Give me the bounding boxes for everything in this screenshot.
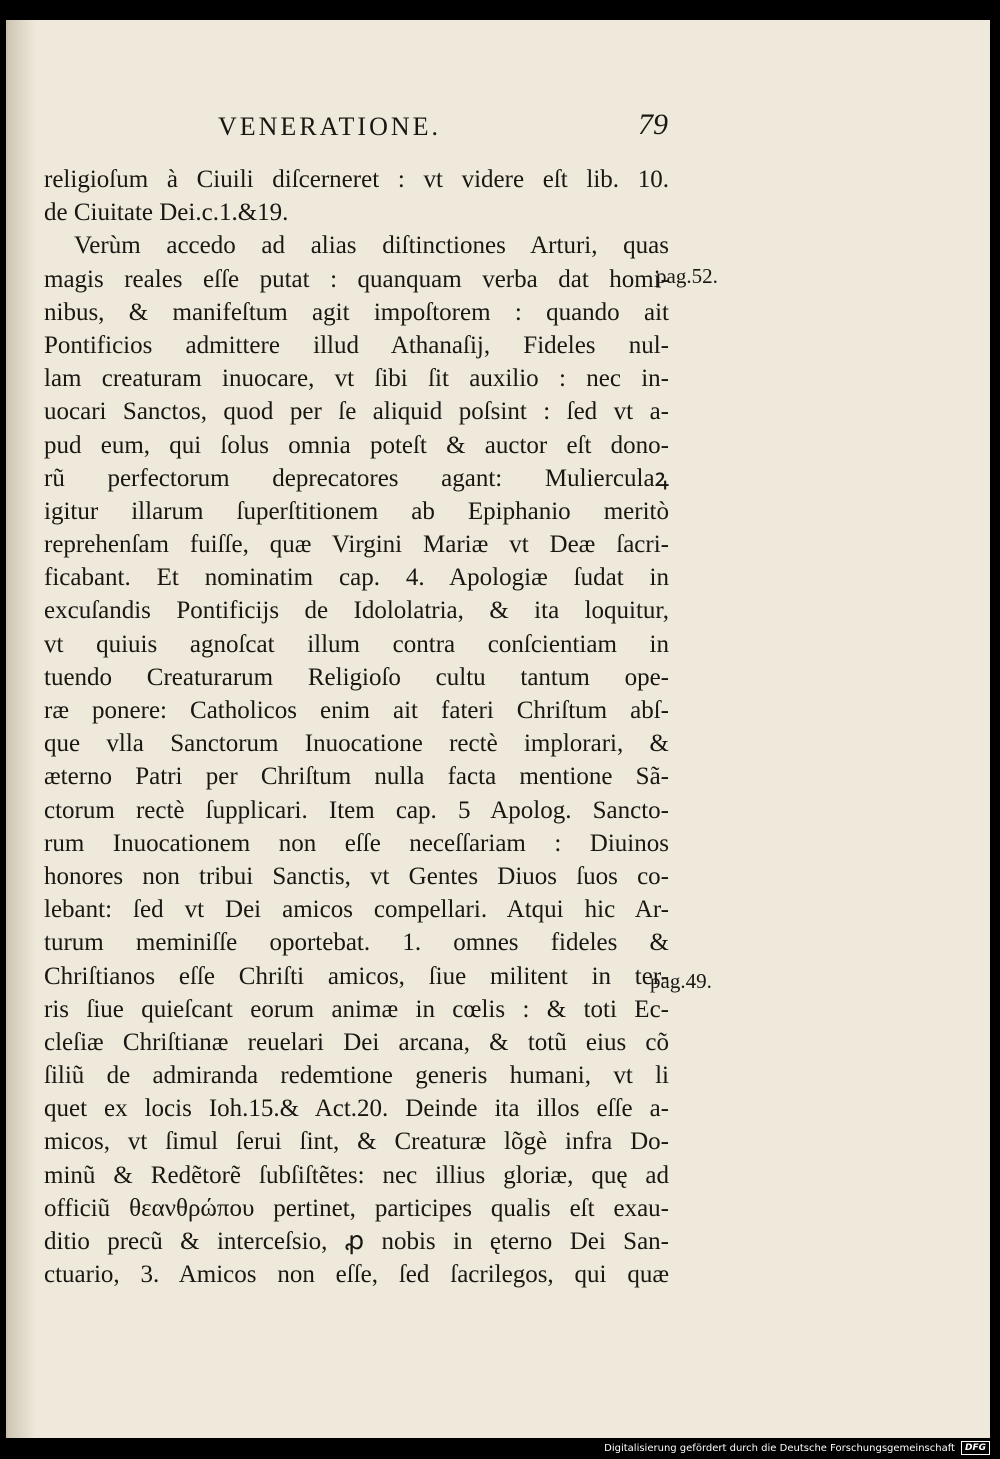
- text-line: ris ſiue quieſcant eorum animæ in cœlis : & toti Ec-: [44, 995, 669, 1023]
- text-line: Chriſtianos eſſe Chriſti amicos, ſiue militent in ter-: [44, 962, 669, 990]
- text-line: lam creaturam inuocare, vt ſibi ſit auxilio : nec in-: [44, 365, 669, 393]
- margin-note: pag.49.: [650, 969, 712, 993]
- text-line: ctorum rectè ſupplicari. Item cap. 5 Apolog. Sancto-: [44, 796, 669, 824]
- text-line: ræ ponere: Catholicos enim ait fateri Chriſtum abſ-: [44, 697, 669, 724]
- text-line: Verùm accedo ad alias diſtinctiones Arturi, quas: [74, 232, 669, 260]
- gutter-shadow: [8, 20, 36, 1438]
- text-line: magis reales eſſe putat : quanquam verba dat homi-: [44, 265, 669, 293]
- text-line: honores non tribui Sanctis, vt Gentes Diuos ſuos co-: [44, 862, 669, 890]
- text-line: que vlla Sanctorum Inuocatione rectè implorari, &: [44, 730, 669, 758]
- text-line: rum Inuocationem non eſſe neceſſariam : Diuinos: [44, 829, 669, 857]
- text-line: turum meminiſſe oportebat. 1. omnes fideles &: [44, 929, 669, 957]
- running-head: [218, 108, 668, 148]
- text-line: ſiliũ de admiranda redemtione generis humani, vt li: [44, 1062, 669, 1090]
- text-line: rũ perfectorum deprecatores agant: Mulierculaꝝ: [44, 464, 669, 492]
- body-text: [44, 163, 669, 1291]
- text-line: igitur illarum ſuperſtitionem ab Epiphanio meritò: [44, 497, 669, 525]
- text-line: ficabant. Et nominatim cap. 4. Apologiæ ſudat in: [44, 564, 669, 592]
- text-line: officiũ θεανθρώπου pertinet, participes qualis eſt exau-: [44, 1194, 669, 1222]
- text-line: ditio precũ & interceſsio, ꝓ nobis in ęterno Dei San-: [44, 1228, 669, 1255]
- page-number: 79: [638, 108, 668, 141]
- text-line: micos, vt ſimul ſerui ſint, & Creaturæ lõgè infra Do-: [44, 1128, 669, 1156]
- text-line: excuſandis Pontificijs de Idololatria, & ita loquitur,: [44, 597, 669, 625]
- text-line: quet ex locis Ioh.15.& Act.20. Deinde ita illos eſſe a-: [44, 1095, 669, 1123]
- dfg-logo-icon: DFG: [961, 1441, 990, 1455]
- running-head-title: VENERATIONE.: [218, 112, 442, 141]
- footer: [604, 1441, 990, 1455]
- text-line: Pontificios admittere illud Athanaſij, Fideles nul-: [44, 331, 669, 359]
- book-page: [6, 20, 990, 1438]
- funding-credit: Digitalisierung gefördert durch die Deutsche Forschungsgemeinschaft: [604, 1442, 955, 1454]
- text-line: ctuario, 3. Amicos non eſſe, ſed ſacrilegos, qui quæ: [44, 1261, 669, 1289]
- text-line: vt quiuis agnoſcat illum contra conſcientiam in: [44, 630, 669, 658]
- text-line: minũ & Redẽtorẽ ſubſiſtẽtes: nec illius gloriæ, quę ad: [44, 1161, 669, 1189]
- text-line: reprehenſam fuiſſe, quæ Virgini Mariæ vt Deæ ſacri-: [44, 531, 669, 559]
- text-line: religioſum à Ciuili diſcerneret : vt videre eſt lib. 10.: [44, 166, 669, 193]
- text-line: æterno Patri per Chriſtum nulla facta mentione Sã-: [44, 763, 669, 791]
- text-line: pud eum, qui ſolus omnia poteſt & auctor eſt dono-: [44, 431, 669, 459]
- text-line: de Ciuitate Dei.c.1.&19.: [44, 199, 289, 227]
- text-line: cleſiæ Chriſtianæ reuelari Dei arcana, & totũ eius cõ: [44, 1028, 669, 1056]
- text-line: uocari Sanctos, quod per ſe aliquid poſsint : ſed vt a-: [44, 398, 669, 426]
- margin-note: pag.52.: [656, 264, 718, 288]
- text-line: tuendo Creaturarum Religioſo cultu tantum ope-: [44, 663, 669, 691]
- text-line: lebant: ſed vt Dei amicos compellari. Atqui hic Ar-: [44, 896, 669, 924]
- text-line: nibus, & manifeſtum agit impoſtorem : quando ait: [44, 298, 669, 326]
